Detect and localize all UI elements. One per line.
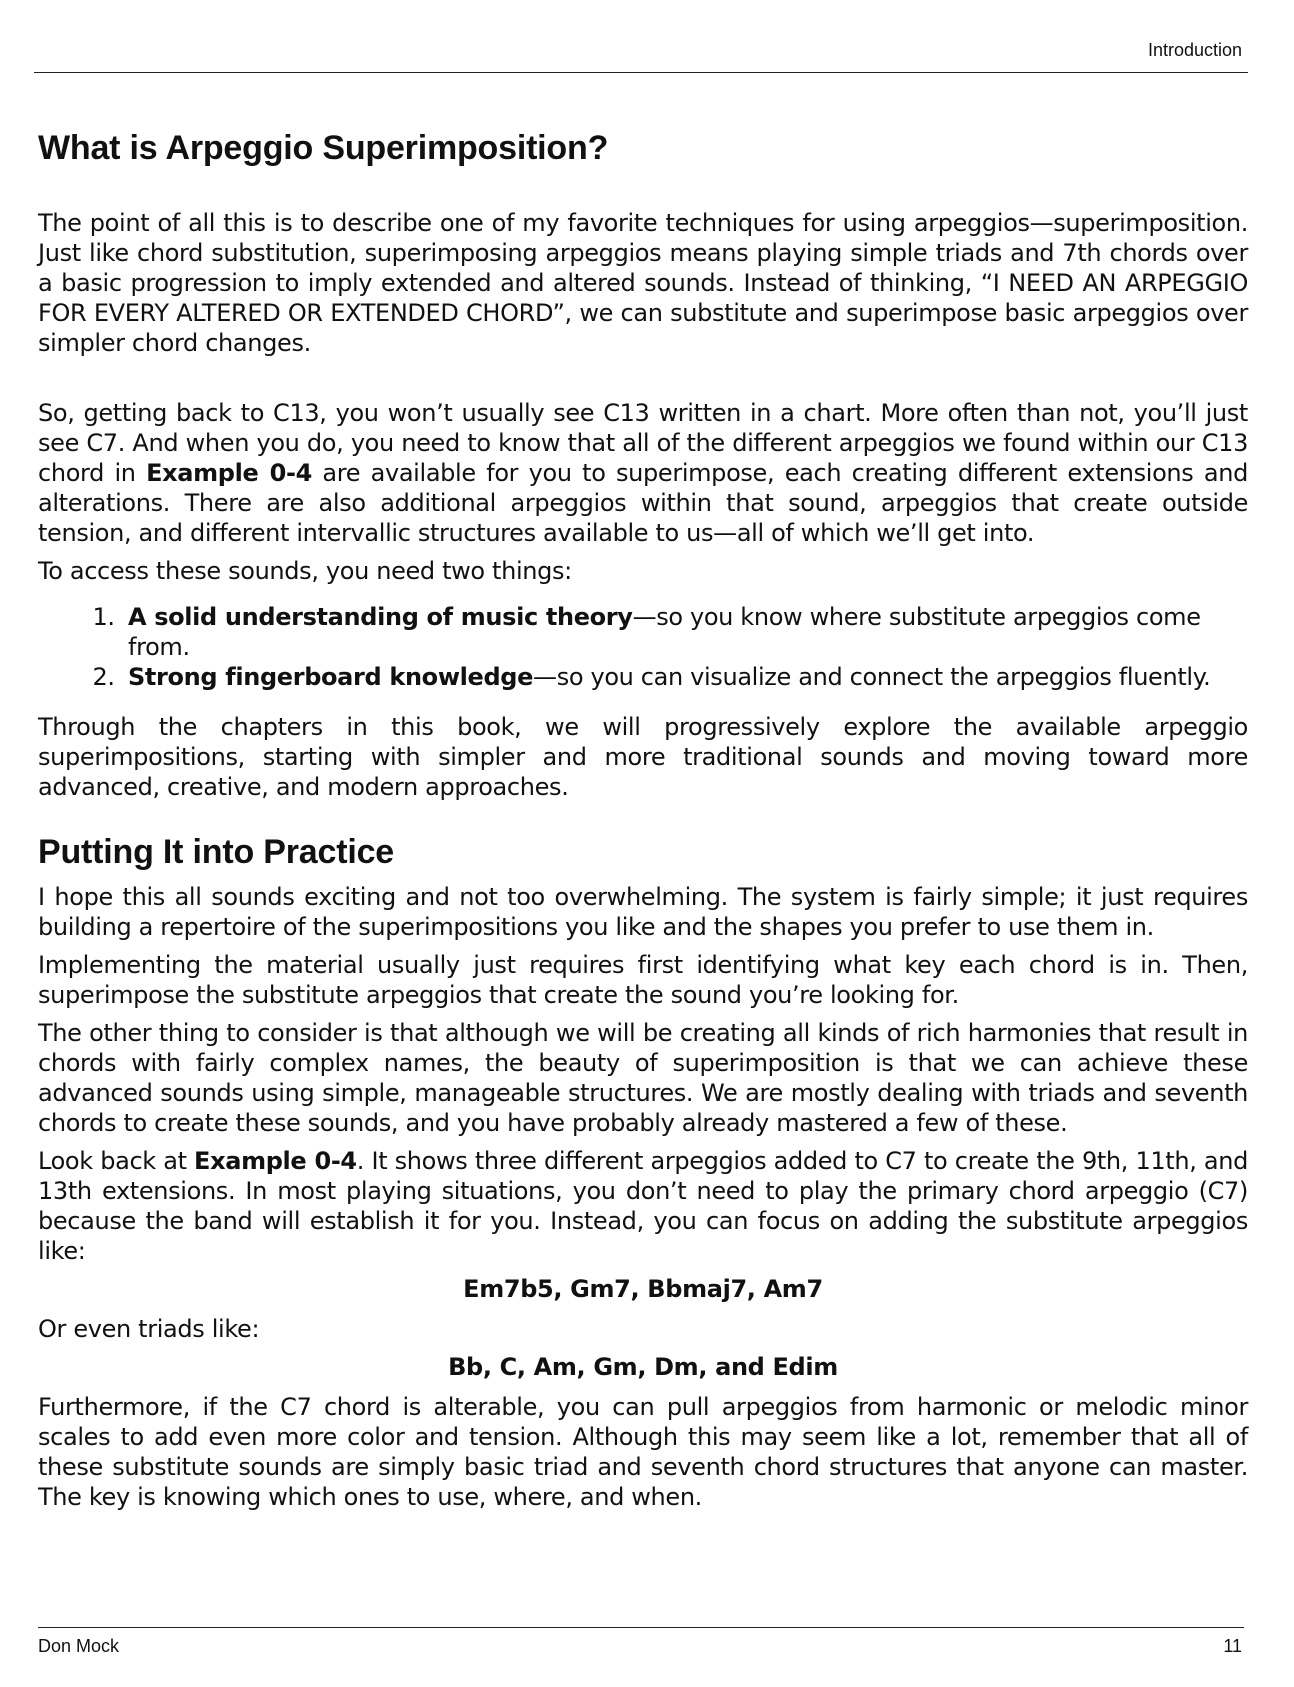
paragraph: Furthermore, if the C7 chord is alterable, you can pull arpeggios from harmonic or melodic minor scales to add even more color and tension. Although this may seem like a lot, remember that all of these substitute sounds are simply basic triad and seventh chord structures that anyone can master. The key is knowing which ones to use, where, and when. (38, 1393, 1248, 1511)
list-item (122, 602, 1248, 662)
list-item-text: —so you know where substitute arpeggios come from. (128, 603, 1201, 661)
list-item-text: —so you can visualize and connect the arpeggios fluently. (533, 663, 1211, 691)
running-header: Introduction (1147, 40, 1242, 60)
list-item-bold: Strong fingerboard knowledge (128, 663, 534, 691)
paragraph: To access these sounds, you need two things: (38, 557, 572, 585)
example-reference: Example 0-4 (146, 459, 312, 487)
header-rule (34, 72, 1248, 73)
paragraph: Or even triads like: (38, 1315, 260, 1343)
paragraph (38, 398, 1248, 548)
numbered-list (38, 602, 1248, 692)
triad-list-line: Bb, C, Am, Gm, Dm, and Edim (448, 1353, 838, 1381)
paragraph: Implementing the material usually just requires first identifying what key each chord is in. Then, superimpose the substitute arpeggios that create the sound you’re looking for. (38, 951, 1248, 1009)
paragraph-text: Look back at (38, 1147, 195, 1175)
paragraph-text: . It shows three different arpeggios added to C7 to create the 9th, 11th, and 13th extensions. In most playing situations, you don’t need to play the primary chord arpeggio (C7) because the band will establish it for you. Instead, you can focus on adding the substitute arpeggios like: (38, 1147, 1248, 1265)
paragraph: Through the chapters in this book, we will progressively explore the available arpeggio superimpositions, starting with simpler and more traditional sounds and moving toward more advanced, creative, and modern approaches. (38, 713, 1248, 801)
paragraph: The point of all this is to describe one of my favorite techniques for using arpeggios—superimposition. Just like chord substitution, superimposing arpeggios means playing simple triads and 7th chords over a basic progression to imply extended and altered sounds. Instead of thinking, “I NEED AN ARPEGGIO FOR EVERY ALTERED OR EXTENDED CHORD”, we can substitute and superimpose basic arpeggios over simpler chord changes. (38, 209, 1248, 357)
page-body (38, 128, 1248, 1524)
section-heading-superimposition: What is Arpeggio Superimposition? (38, 129, 609, 167)
footer-rule (38, 1627, 1244, 1628)
example-reference: Example 0-4 (194, 1147, 357, 1175)
page-number: 11 (1223, 1636, 1242, 1656)
footer-author: Don Mock (38, 1636, 120, 1656)
arpeggio-list-line: Em7b5, Gm7, Bbmaj7, Am7 (463, 1275, 823, 1303)
section-heading-practice: Putting It into Practice (38, 833, 395, 871)
paragraph (38, 1146, 1248, 1266)
list-item (122, 662, 1248, 692)
paragraph: The other thing to consider is that although we will be creating all kinds of rich harmonies that result in chords with fairly complex names, the beauty of superimposition is that we can achieve these advanced sounds using simple, manageable structures. We are mostly dealing with triads and seventh chords to create these sounds, and you have probably already mastered a few of these. (38, 1019, 1248, 1137)
paragraph-text: So, getting back to C13, you won’t usually see C13 written in a chart. More often than not, you’ll just see C7. And when you do, you need to know that all of the different arpeggios we found within our C13 chord in (38, 399, 1248, 487)
paragraph-text: are available for you to superimpose, each creating different extensions and alterations. There are also additional arpeggios within that sound, arpeggios that create outside tension, and different intervallic structures available to us—all of which we’ll get into. (38, 459, 1248, 547)
list-item-bold: A solid understanding of music theory (128, 603, 633, 631)
paragraph: I hope this all sounds exciting and not too overwhelming. The system is fairly simple; it just requires building a repertoire of the superimpositions you like and the shapes you prefer to use them in. (38, 883, 1248, 941)
